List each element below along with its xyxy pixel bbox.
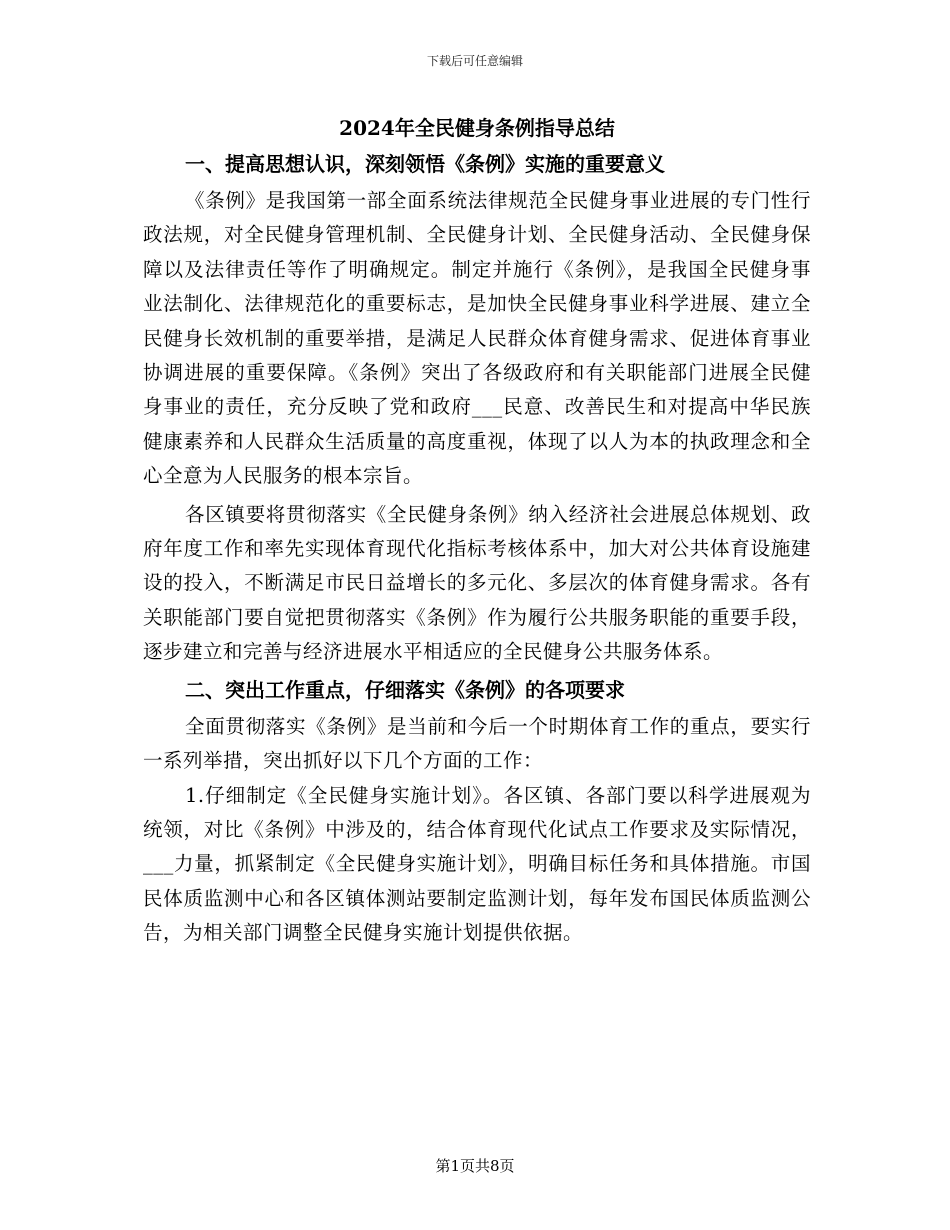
document-body <box>143 112 811 951</box>
section-2-paragraph-1: 全面贯彻落实《条例》是当前和今后一个时期体育工作的重点，要实行一系列举措，突出抓好以下几个方面的工作： <box>143 714 811 773</box>
section-1-heading: 一、提高思想认识，深刻领悟《条例》实施的重要意义 <box>185 152 665 176</box>
section-2-paragraph-2: 1.仔细制定《全民健身实施计划》。各区镇、各部门要以科学进展观为统领，对比《条例》中涉及的，结合体育现代化试点工作要求及实际情况，___力量，抓紧制定《全民健身实施计划》，明确目标任务和具体措施。市国民体质监测中心和各区镇体测站要制定监测计划，每年发布国民体质监测公告，为相关部门调整全民健身实施计划提供依据。 <box>143 783 811 945</box>
page-number-footer: 第1页共8页 <box>435 1157 515 1175</box>
section-1-paragraph-1: 《条例》是我国第一部全面系统法律规范全民健身事业进展的专门性行政法规，对全民健身管理机制、全民健身计划、全民健身活动、全民健身保障以及法律责任等作了明确规定。制定并施行《条例》，是我国全民健身事业法制化、法律规范化的重要标志，是加快全民健身事业科学进展、建立全民健身长效机制的重要举措，是满足人民群众体育健身需求、促进体育事业协调进展的重要保障。《条例》突出了各级政府和有关职能部门进展全民健身事业的责任，充分反映了党和政府___民意、改善民生和对提高中华民族健康素养和人民群众生活质量的高度重视，体现了以人为本的执政理念和全心全意为人民服务的根本宗旨。 <box>143 189 811 488</box>
document-title: 2024年全民健身条例指导总结 <box>339 116 615 140</box>
section-1-paragraph-2: 各区镇要将贯彻落实《全民健身条例》纳入经济社会进展总体规划、政府年度工作和率先实现体育现代化指标考核体系中，加大对公共体育设施建设的投入，不断满足市民日益增长的多元化、多层次的体育健身需求。各有关职能部门要自觉把贯彻落实《条例》作为履行公共服务职能的重要手段，逐步建立和完善与经济进展水平相适应的全民健身公共服务体系。 <box>143 502 811 664</box>
section-2-heading: 二、突出工作重点，仔细落实《条例》的各项要求 <box>185 677 625 702</box>
page-header-note: 下载后可任意编辑 <box>426 54 523 68</box>
